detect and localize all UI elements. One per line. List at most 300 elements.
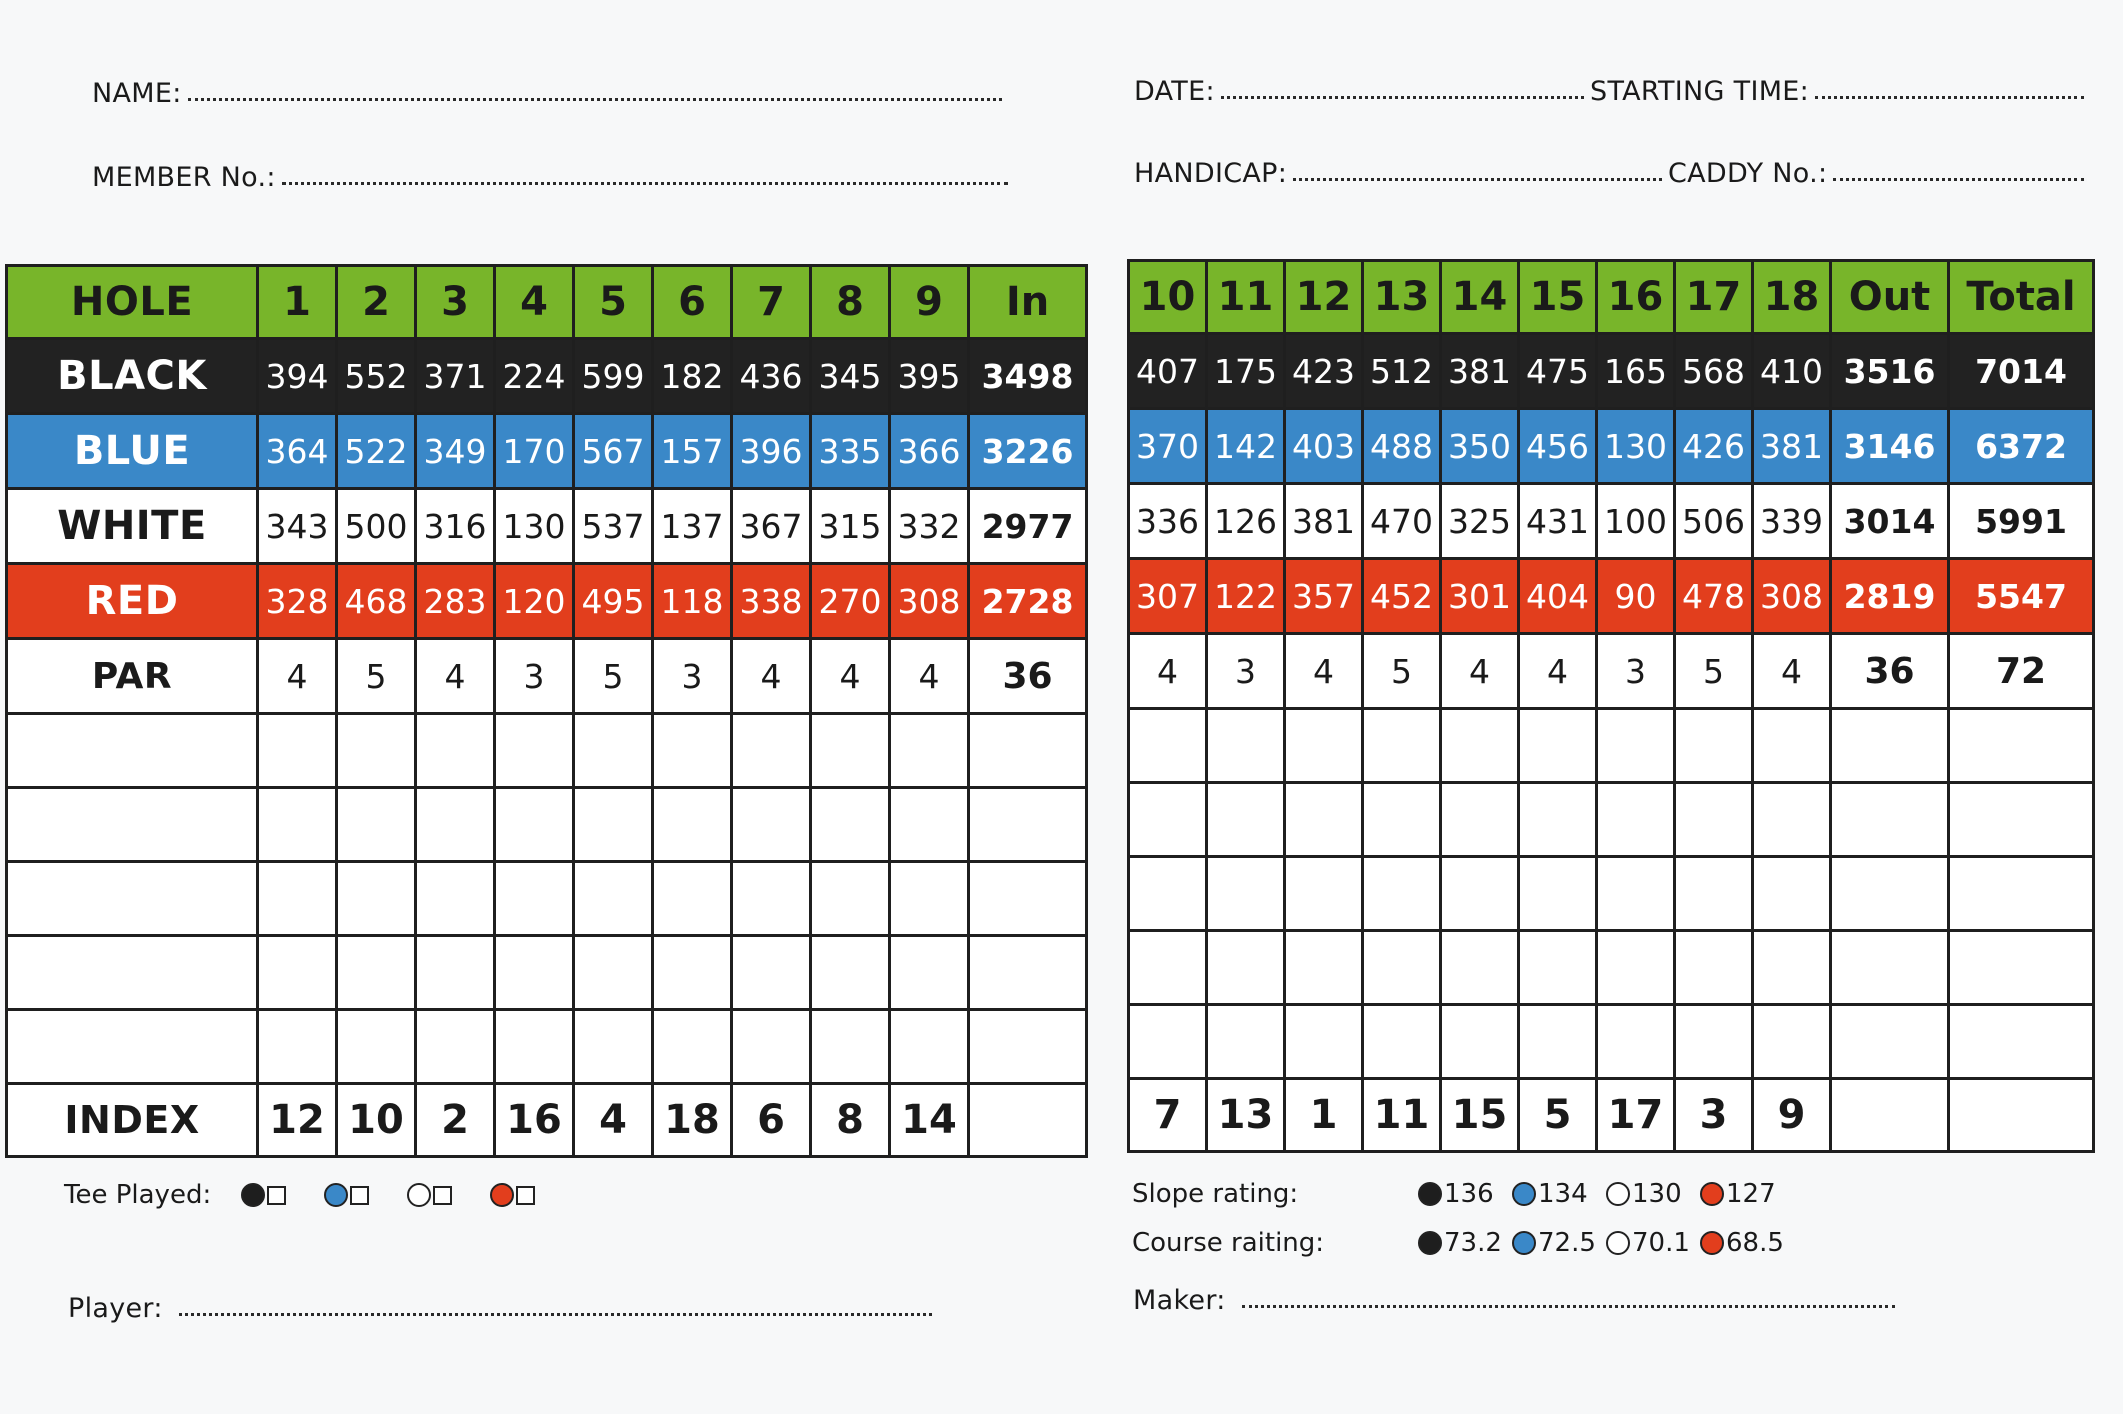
white-total-cell: 3014 <box>1831 484 1949 559</box>
player-line[interactable] <box>179 1313 932 1316</box>
score-cell[interactable] <box>1285 857 1363 931</box>
blue-yardage-cell: 366 <box>890 414 969 489</box>
red-tee-dot-icon <box>490 1183 514 1207</box>
maker-line[interactable] <box>1242 1305 1895 1308</box>
stroke-index-cell: 14 <box>890 1084 969 1157</box>
score-cell[interactable] <box>890 1010 969 1084</box>
white-yardage-cell: 100 <box>1597 484 1675 559</box>
member-no-label: MEMBER No.: <box>92 162 276 193</box>
score-cell[interactable] <box>1441 783 1519 857</box>
stroke-index-cell: 16 <box>495 1084 574 1157</box>
hole-number-header: 17 <box>1675 261 1753 334</box>
score-cell[interactable] <box>1675 857 1753 931</box>
slope-black-value: 136 <box>1444 1179 1494 1209</box>
par-cell: 4 <box>1285 634 1363 709</box>
back-index-row <box>1129 1079 2094 1152</box>
score-cell[interactable] <box>7 788 258 862</box>
score-cell[interactable] <box>1207 783 1285 857</box>
date-line[interactable] <box>1221 96 1584 99</box>
score-cell[interactable] <box>1831 857 1949 931</box>
score-cell[interactable] <box>1519 709 1597 783</box>
white-yardage-cell: 315 <box>811 489 890 564</box>
red-yardage-cell: 270 <box>811 564 890 639</box>
stroke-index-cell: 3 <box>1675 1079 1753 1152</box>
date-label: DATE: <box>1134 76 1215 107</box>
red-yardage-cell: 120 <box>495 564 574 639</box>
hole-number-header: 4 <box>495 266 574 339</box>
blue-tee-checkbox[interactable] <box>350 1186 369 1205</box>
score-cell[interactable] <box>574 1010 653 1084</box>
score-cell[interactable] <box>495 788 574 862</box>
tee-blue-option[interactable] <box>324 1183 369 1207</box>
stroke-index-cell: 9 <box>1753 1079 1831 1152</box>
hole-number-header: Total <box>1949 261 2094 334</box>
white-yardage-cell: 506 <box>1675 484 1753 559</box>
score-cell[interactable] <box>653 788 732 862</box>
score-cell[interactable] <box>1753 783 1831 857</box>
back-white-row <box>1129 484 2094 559</box>
black-yardage-cell: 165 <box>1597 334 1675 409</box>
score-cell[interactable] <box>1207 931 1285 1005</box>
stroke-index-cell <box>969 1084 1087 1157</box>
score-cell[interactable] <box>1519 931 1597 1005</box>
par-cell: 4 <box>1441 634 1519 709</box>
slope-blue-value: 134 <box>1538 1179 1588 1209</box>
slope-white-value: 130 <box>1632 1179 1682 1209</box>
back-black-row <box>1129 334 2094 409</box>
blue-yardage-cell: 350 <box>1441 409 1519 484</box>
score-cell[interactable] <box>337 936 416 1010</box>
par-cell: 4 <box>811 639 890 714</box>
score-cell[interactable] <box>258 1010 337 1084</box>
stroke-index-cell <box>1831 1079 1949 1152</box>
blue-yardage-cell: 488 <box>1363 409 1441 484</box>
par-cell: 5 <box>1675 634 1753 709</box>
hole-number-header: 10 <box>1129 261 1207 334</box>
maker-label: Maker: <box>1133 1285 1226 1316</box>
red-yardage-cell: 452 <box>1363 559 1441 634</box>
caddy-no-line[interactable] <box>1833 178 2084 181</box>
hole-number-header: 1 <box>258 266 337 339</box>
stroke-index-cell: 11 <box>1363 1079 1441 1152</box>
date-field[interactable] <box>1134 76 1590 107</box>
black-yardage-cell: 436 <box>732 339 811 414</box>
score-cell[interactable] <box>1949 783 2094 857</box>
blue-yardage-cell: 349 <box>416 414 495 489</box>
handicap-line[interactable] <box>1293 178 1662 181</box>
score-cell[interactable] <box>1675 783 1753 857</box>
caddy-no-field[interactable] <box>1668 158 2090 189</box>
hole-number-header: 15 <box>1519 261 1597 334</box>
score-cell[interactable] <box>574 936 653 1010</box>
score-cell[interactable] <box>416 788 495 862</box>
red-yardage-cell: 308 <box>890 564 969 639</box>
score-cell[interactable] <box>7 714 258 788</box>
black-yardage-cell: 512 <box>1363 334 1441 409</box>
score-cell[interactable] <box>1597 783 1675 857</box>
stroke-index-cell: 4 <box>574 1084 653 1157</box>
hole-number-header: 14 <box>1441 261 1519 334</box>
red-dot-icon <box>1700 1231 1724 1255</box>
player-label: Player: <box>68 1293 163 1324</box>
score-cell[interactable] <box>811 714 890 788</box>
score-cell[interactable] <box>1441 931 1519 1005</box>
score-cell[interactable] <box>495 714 574 788</box>
front-black-row <box>7 339 1087 414</box>
slope-rating <box>1132 1179 1794 1209</box>
par-cell: 5 <box>1363 634 1441 709</box>
stroke-index-cell: 6 <box>732 1084 811 1157</box>
score-cell[interactable] <box>1519 857 1597 931</box>
score-cell[interactable] <box>890 936 969 1010</box>
white-yardage-cell: 137 <box>653 489 732 564</box>
red-yardage-cell: 404 <box>1519 559 1597 634</box>
hole-number-header: 18 <box>1753 261 1831 334</box>
score-cell[interactable] <box>416 1010 495 1084</box>
hole-number-header: 6 <box>653 266 732 339</box>
course-rating-label: Course raiting: <box>1132 1228 1325 1258</box>
tee-played <box>64 1180 573 1210</box>
score-cell[interactable] <box>1597 709 1675 783</box>
score-cell[interactable] <box>1831 1005 1949 1079</box>
score-cell[interactable] <box>1207 709 1285 783</box>
score-cell[interactable] <box>258 936 337 1010</box>
starting-time-line[interactable] <box>1815 96 2084 99</box>
blue-total-cell: 3146 <box>1831 409 1949 484</box>
front-score-row <box>7 1010 1087 1084</box>
tee-black-option[interactable] <box>241 1183 286 1207</box>
hole-label-cell: HOLE <box>7 266 258 339</box>
score-cell[interactable] <box>1597 931 1675 1005</box>
score-cell[interactable] <box>1129 1005 1207 1079</box>
par-cell: 3 <box>653 639 732 714</box>
score-cell[interactable] <box>1949 931 2094 1005</box>
front-blue-row <box>7 414 1087 489</box>
caddy-no-label: CADDY No.: <box>1668 158 1828 189</box>
black-tee-dot-icon <box>241 1183 265 1207</box>
back-blue-row <box>1129 409 2094 484</box>
score-cell[interactable] <box>1753 931 1831 1005</box>
score-cell[interactable] <box>1597 857 1675 931</box>
white-yardage-cell: 470 <box>1363 484 1441 559</box>
hole-number-header: 9 <box>890 266 969 339</box>
black-yardage-cell: 182 <box>653 339 732 414</box>
hole-number-header: 3 <box>416 266 495 339</box>
stroke-index-cell: 7 <box>1129 1079 1207 1152</box>
hole-number-header: 7 <box>732 266 811 339</box>
score-cell[interactable] <box>258 862 337 936</box>
black-yardage-cell: 407 <box>1129 334 1207 409</box>
red-yardage-cell: 301 <box>1441 559 1519 634</box>
score-cell[interactable] <box>1949 857 2094 931</box>
blue-total-cell: 6372 <box>1949 409 2094 484</box>
score-cell[interactable] <box>1207 857 1285 931</box>
black-tee-checkbox[interactable] <box>267 1186 286 1205</box>
name-field[interactable] <box>92 78 1008 109</box>
score-cell[interactable] <box>890 862 969 936</box>
black-yardage-cell: 381 <box>1441 334 1519 409</box>
score-cell[interactable] <box>416 714 495 788</box>
score-cell[interactable] <box>1753 857 1831 931</box>
score-cell[interactable] <box>1129 857 1207 931</box>
course-red-value: 68.5 <box>1726 1228 1784 1258</box>
score-cell[interactable] <box>811 788 890 862</box>
score-cell[interactable] <box>495 1010 574 1084</box>
back-red-row <box>1129 559 2094 634</box>
blue-dot-icon <box>1512 1231 1536 1255</box>
score-cell[interactable] <box>1949 1005 2094 1079</box>
black-yardage-cell: 371 <box>416 339 495 414</box>
score-cell[interactable] <box>574 862 653 936</box>
starting-time-field[interactable] <box>1590 76 2090 107</box>
score-cell[interactable] <box>495 936 574 1010</box>
par-cell: 3 <box>1597 634 1675 709</box>
blue-yardage-cell: 396 <box>732 414 811 489</box>
score-cell[interactable] <box>1675 1005 1753 1079</box>
white-tee-label: WHITE <box>7 489 258 564</box>
black-tee-label: BLACK <box>7 339 258 414</box>
stroke-index-cell: 10 <box>337 1084 416 1157</box>
par-cell: 4 <box>890 639 969 714</box>
back-nine-table <box>1127 259 2095 1153</box>
score-cell[interactable] <box>1675 931 1753 1005</box>
score-cell[interactable] <box>258 714 337 788</box>
white-yardage-cell: 316 <box>416 489 495 564</box>
score-cell[interactable] <box>1441 709 1519 783</box>
handicap-label: HANDICAP: <box>1134 158 1288 189</box>
index-label: INDEX <box>7 1084 258 1157</box>
score-cell[interactable] <box>337 714 416 788</box>
red-yardage-cell: 338 <box>732 564 811 639</box>
black-dot-icon <box>1418 1182 1442 1206</box>
score-cell[interactable] <box>416 862 495 936</box>
red-yardage-cell: 478 <box>1675 559 1753 634</box>
blue-dot-icon <box>1512 1182 1536 1206</box>
stroke-index-cell: 2 <box>416 1084 495 1157</box>
red-yardage-cell: 90 <box>1597 559 1675 634</box>
red-tee-label: RED <box>7 564 258 639</box>
score-cell[interactable] <box>653 1010 732 1084</box>
tee-red-option[interactable] <box>490 1183 535 1207</box>
score-cell[interactable] <box>1597 1005 1675 1079</box>
black-total-cell: 3516 <box>1831 334 1949 409</box>
name-line[interactable] <box>188 98 1002 101</box>
score-cell[interactable] <box>969 1010 1087 1084</box>
black-dot-icon <box>1418 1231 1442 1255</box>
par-cell: 4 <box>416 639 495 714</box>
white-yardage-cell: 381 <box>1285 484 1363 559</box>
score-cell[interactable] <box>1519 1005 1597 1079</box>
white-tee-checkbox[interactable] <box>433 1186 452 1205</box>
score-cell[interactable] <box>1363 783 1441 857</box>
score-cell[interactable] <box>653 936 732 1010</box>
score-cell[interactable] <box>1831 709 1949 783</box>
blue-yardage-cell: 142 <box>1207 409 1285 484</box>
score-cell[interactable] <box>416 936 495 1010</box>
score-cell[interactable] <box>1441 857 1519 931</box>
score-cell[interactable] <box>1831 783 1949 857</box>
front-score-row <box>7 714 1087 788</box>
white-dot-icon <box>1606 1182 1630 1206</box>
blue-tee-dot-icon <box>324 1183 348 1207</box>
score-cell[interactable] <box>811 936 890 1010</box>
score-cell[interactable] <box>574 714 653 788</box>
black-total-cell: 7014 <box>1949 334 2094 409</box>
score-cell[interactable] <box>1675 709 1753 783</box>
black-yardage-cell: 568 <box>1675 334 1753 409</box>
score-cell[interactable] <box>732 862 811 936</box>
red-yardage-cell: 357 <box>1285 559 1363 634</box>
score-cell[interactable] <box>1363 857 1441 931</box>
handicap-field[interactable] <box>1134 158 1668 189</box>
red-tee-checkbox[interactable] <box>516 1186 535 1205</box>
hole-number-header: 5 <box>574 266 653 339</box>
score-cell[interactable] <box>1285 709 1363 783</box>
score-cell[interactable] <box>732 936 811 1010</box>
score-cell[interactable] <box>1285 931 1363 1005</box>
white-dot-icon <box>1606 1231 1630 1255</box>
hole-number-header: 13 <box>1363 261 1441 334</box>
blue-yardage-cell: 364 <box>258 414 337 489</box>
red-yardage-cell: 118 <box>653 564 732 639</box>
blue-total-cell: 3226 <box>969 414 1087 489</box>
score-cell[interactable] <box>732 714 811 788</box>
blue-yardage-cell: 370 <box>1129 409 1207 484</box>
front-score-row <box>7 788 1087 862</box>
blue-yardage-cell: 426 <box>1675 409 1753 484</box>
score-cell[interactable] <box>969 862 1087 936</box>
hole-number-header: 11 <box>1207 261 1285 334</box>
par-total-cell: 72 <box>1949 634 2094 709</box>
black-yardage-cell: 410 <box>1753 334 1831 409</box>
score-cell[interactable] <box>969 788 1087 862</box>
black-yardage-cell: 345 <box>811 339 890 414</box>
score-cell[interactable] <box>337 1010 416 1084</box>
slope-rating-label: Slope rating: <box>1132 1179 1299 1209</box>
score-cell[interactable] <box>969 936 1087 1010</box>
score-cell[interactable] <box>1519 783 1597 857</box>
score-cell[interactable] <box>732 1010 811 1084</box>
par-cell: 4 <box>1753 634 1831 709</box>
white-yardage-cell: 537 <box>574 489 653 564</box>
red-yardage-cell: 328 <box>258 564 337 639</box>
red-yardage-cell: 283 <box>416 564 495 639</box>
score-cell[interactable] <box>1949 709 2094 783</box>
stroke-index-cell: 12 <box>258 1084 337 1157</box>
white-yardage-cell: 130 <box>495 489 574 564</box>
red-total-cell: 2819 <box>1831 559 1949 634</box>
score-cell[interactable] <box>1207 1005 1285 1079</box>
white-yardage-cell: 500 <box>337 489 416 564</box>
score-cell[interactable] <box>1129 709 1207 783</box>
par-cell: 4 <box>732 639 811 714</box>
stroke-index-cell: 17 <box>1597 1079 1675 1152</box>
score-cell[interactable] <box>811 1010 890 1084</box>
score-cell[interactable] <box>890 714 969 788</box>
score-cell[interactable] <box>811 862 890 936</box>
front-score-row <box>7 936 1087 1010</box>
score-cell[interactable] <box>337 788 416 862</box>
score-cell[interactable] <box>574 788 653 862</box>
back-score-row <box>1129 709 2094 783</box>
name-label: NAME: <box>92 78 182 109</box>
blue-yardage-cell: 157 <box>653 414 732 489</box>
score-cell[interactable] <box>732 788 811 862</box>
stroke-index-cell: 8 <box>811 1084 890 1157</box>
member-no-field[interactable] <box>92 162 1014 193</box>
white-total-cell: 2977 <box>969 489 1087 564</box>
red-yardage-cell: 468 <box>337 564 416 639</box>
tee-played-label: Tee Played: <box>64 1180 212 1210</box>
score-cell[interactable] <box>7 862 258 936</box>
score-cell[interactable] <box>1363 931 1441 1005</box>
front-nine-table <box>5 264 1088 1158</box>
par-cell: 4 <box>1519 634 1597 709</box>
front-score-row <box>7 862 1087 936</box>
stroke-index-cell: 1 <box>1285 1079 1363 1152</box>
back-header-row <box>1129 261 2094 334</box>
score-cell[interactable] <box>1363 709 1441 783</box>
score-cell[interactable] <box>969 714 1087 788</box>
score-cell[interactable] <box>337 862 416 936</box>
blue-yardage-cell: 130 <box>1597 409 1675 484</box>
slope-red-value: 127 <box>1726 1179 1776 1209</box>
score-cell[interactable] <box>653 862 732 936</box>
score-cell[interactable] <box>1441 1005 1519 1079</box>
score-cell[interactable] <box>1129 931 1207 1005</box>
maker-field[interactable] <box>1133 1285 1901 1316</box>
score-cell[interactable] <box>1285 783 1363 857</box>
red-yardage-cell: 307 <box>1129 559 1207 634</box>
tee-white-option[interactable] <box>407 1183 452 1207</box>
blue-yardage-cell: 522 <box>337 414 416 489</box>
red-yardage-cell: 495 <box>574 564 653 639</box>
black-yardage-cell: 475 <box>1519 334 1597 409</box>
course-white-value: 70.1 <box>1632 1228 1690 1258</box>
score-cell[interactable] <box>7 1010 258 1084</box>
score-cell[interactable] <box>890 788 969 862</box>
score-cell[interactable] <box>1831 931 1949 1005</box>
score-cell[interactable] <box>1753 1005 1831 1079</box>
back-score-row <box>1129 857 2094 931</box>
front-red-row <box>7 564 1087 639</box>
score-cell[interactable] <box>258 788 337 862</box>
score-cell[interactable] <box>495 862 574 936</box>
hole-number-header: 2 <box>337 266 416 339</box>
score-cell[interactable] <box>653 714 732 788</box>
course-rating <box>1132 1228 1794 1258</box>
course-blue-value: 72.5 <box>1538 1228 1596 1258</box>
score-cell[interactable] <box>1129 783 1207 857</box>
front-index-row <box>7 1084 1087 1157</box>
black-yardage-cell: 394 <box>258 339 337 414</box>
score-cell[interactable] <box>1285 1005 1363 1079</box>
stroke-index-cell: 5 <box>1519 1079 1597 1152</box>
player-field[interactable] <box>68 1293 938 1324</box>
par-total-cell: 36 <box>1831 634 1949 709</box>
score-cell[interactable] <box>1753 709 1831 783</box>
back-par-row <box>1129 634 2094 709</box>
front-header-row <box>7 266 1087 339</box>
white-yardage-cell: 343 <box>258 489 337 564</box>
member-no-line[interactable] <box>282 182 1008 185</box>
par-cell: 3 <box>1207 634 1285 709</box>
hole-number-header: Out <box>1831 261 1949 334</box>
score-cell[interactable] <box>1363 1005 1441 1079</box>
red-dot-icon <box>1700 1182 1724 1206</box>
score-cell[interactable] <box>7 936 258 1010</box>
par-tee-label: PAR <box>7 639 258 714</box>
